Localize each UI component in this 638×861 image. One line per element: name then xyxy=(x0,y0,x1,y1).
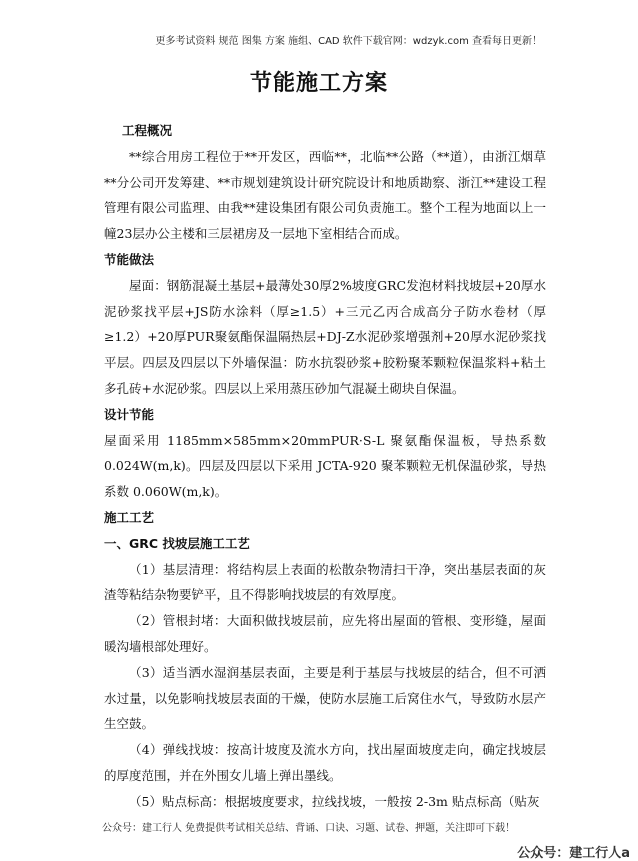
footer-note: 公众号：建工行人 免费提供考试相关总结、背诵、口诀、习题、试卷、押题，关注即可下载！ xyxy=(102,823,516,834)
section-heading-process: 施工工艺 xyxy=(104,509,155,525)
paragraph-energy-method: 屋面：钢筋混凝土基层+最薄处30厚2%坡度GRC发泡材料找坡层+20厚水泥砂浆找平层+JS防水涂料（厚≥1.5）+三元乙丙合成高分子防水卷材（厚≥1.2）+20厚PUR聚氨酯保温隔热层+DJ-Z水泥砂浆增强剂+20厚水泥砂浆找平层。四层及四层以下外墙保温：防水抗裂砂浆+胶粉聚苯颗粒保温浆料+粘土多孔砖+水泥砂浆。四层以上采用蒸压砂加气混凝土砌块自保温。 xyxy=(104,277,546,396)
paragraph-step-5: （5）贴点标高：根据坡度要求，拉线找坡，一般按 2-3m 贴点标高（贴灰 xyxy=(129,793,540,809)
section-heading-design: 设计节能 xyxy=(104,406,155,422)
paragraph-overview: **综合用房工程位于**开发区，西临**，北临**公路（**道），由浙江烟草**分公司开发筹建、**市规划建筑设计研究院设计和地质勘察、浙江**建设工程管理有限公司监理、由我**建设集团有限公司负责施工。整个工程为地面以上一幢23层办公主楼和三层裙房及一层地下室相结合而成。 xyxy=(104,148,546,242)
section-heading-grc: 一、GRC 找坡层施工工艺 xyxy=(104,535,250,551)
watermark: 公众号：建工行人a xyxy=(517,846,630,861)
paragraph-step-1: （1）基层清理：将结构层上表面的松散杂物清扫干净，突出基层表面的灰渣等粘结杂物要铲平，且不得影响找坡层的有效厚度。 xyxy=(104,561,546,603)
document-title: 节能施工方案 xyxy=(249,71,388,96)
header-note: 更多考试资料 规范 图集 方案 施组、CAD 软件下载官网：wdzyk.com 查看每日更新！ xyxy=(155,36,542,47)
paragraph-step-4: （4）弹线找坡：按高计坡度及流水方向，找出屋面坡度走向，确定找坡层的厚度范围，并在外围女儿墙上弹出墨线。 xyxy=(104,742,546,783)
paragraph-step-3: （3）适当洒水湿润基层表面，主要是利于基层与找坡层的结合，但不可洒水过量，以免影响找坡层表面的干燥，使防水层施工后窝住水气，导致防水层产生空鼓。 xyxy=(104,664,546,732)
paragraph-design: 屋面采用 1185mm×585mm×20mmPUR·S-L 聚氨酯保温板，导热系数0.024W(m,k)。四层及四层以下采用 JCTA-920 聚苯颗粒无机保温砂浆，导热系数 0.060W(m,k)。 xyxy=(104,432,546,500)
paragraph-step-2: （2）管根封堵：大面积做找坡层前，应先将出屋面的管根、变形缝，屋面暖沟墙根部处理好。 xyxy=(104,613,546,654)
section-heading-energy-method: 节能做法 xyxy=(104,251,155,267)
section-heading-overview: 工程概况 xyxy=(122,123,173,138)
document-body xyxy=(104,118,546,815)
